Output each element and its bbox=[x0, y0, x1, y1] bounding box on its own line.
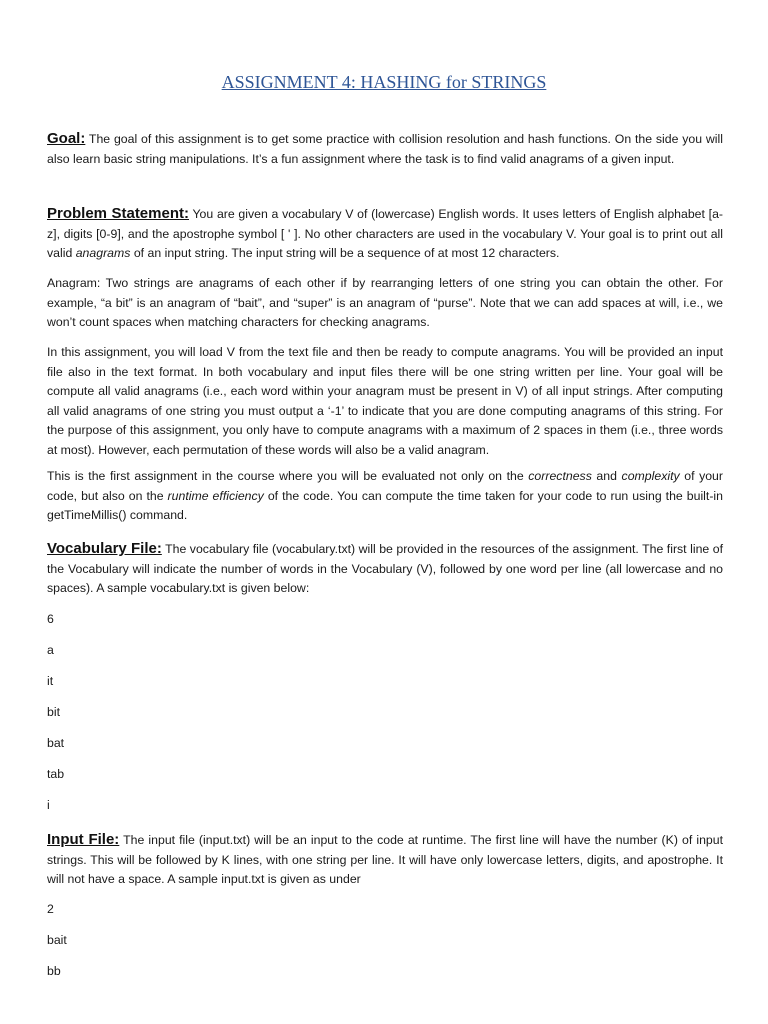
vocab-line: bit bbox=[47, 705, 60, 719]
input-text: The input file (input.txt) will be an input to the code at runtime. The first line will have the number (K) of input strings. This will be followed by K lines, with one string per line. It will have only lowercase letters, digits, and apostrophe. It will not have a space. A sample input.txt is given as under bbox=[47, 833, 724, 886]
anagram-paragraph: Anagram: Two strings are anagrams of each other if by rearranging letters of one string you can obtain the other. For example, “a bit” is an anagram of “bait”, and “super” is an anagram of “purse”. Note that we can add spaces at will, i.e., we won’t count spaces when matching characters for checking anagrams. bbox=[47, 276, 723, 329]
vocab-text: The vocabulary file (vocabulary.txt) will be provided in the resources of the assignment. The first line of the Vocabulary will indicate the number of words in the Vocabulary (V), followed by one word per line (all lowercase and no spaces). A sample vocabulary.txt is given below: bbox=[47, 542, 723, 595]
evaluation-em-correctness: correctness bbox=[528, 469, 592, 483]
evaluation-text-a: This is the first assignment in the course where you will be evaluated not only on the bbox=[47, 469, 529, 483]
evaluation-paragraph bbox=[47, 467, 723, 526]
vocab-line: i bbox=[47, 798, 50, 812]
input-line: bb bbox=[47, 964, 61, 978]
vocab-heading: Vocabulary File: bbox=[47, 540, 162, 557]
evaluation-text-c: of your code, but also on the bbox=[47, 469, 723, 503]
problem-text-b: of an input string. The input string will be a sequence of at most 12 characters. bbox=[130, 246, 560, 260]
vocab-line: it bbox=[47, 674, 54, 688]
input-paragraph bbox=[47, 830, 723, 890]
evaluation-text-d: of the code. You can compute the time taken for your code to run using the built-in getTimeMillis() command. bbox=[47, 488, 723, 522]
problem-text-em: anagrams bbox=[75, 246, 131, 260]
input-heading: Input File: bbox=[47, 831, 120, 848]
evaluation-em-runtime: runtime efficiency bbox=[167, 488, 264, 503]
page-title: ASSIGNMENT 4: HASHING for STRINGS bbox=[221, 72, 547, 92]
input-line: 2 bbox=[47, 902, 54, 916]
evaluation-em-complexity: complexity bbox=[621, 469, 680, 483]
problem-heading: Problem Statement: bbox=[47, 205, 189, 222]
vocab-line: bat bbox=[47, 736, 65, 750]
vocab-line: a bbox=[47, 643, 54, 657]
goal-heading: Goal: bbox=[47, 130, 86, 147]
vocab-line: tab bbox=[47, 767, 65, 781]
goal-paragraph bbox=[47, 129, 723, 169]
evaluation-text-b: and bbox=[591, 469, 622, 483]
vocab-paragraph bbox=[47, 539, 723, 599]
goal-text: The goal of this assignment is to get some practice with collision resolution and hash functions. On the side you will also learn basic string manipulations. It’s a fun assignment where the task is to find valid anagrams of a given input. bbox=[47, 132, 723, 166]
input-line: bait bbox=[47, 933, 67, 947]
assignment-paragraph: In this assignment, you will load V from the text file and then be ready to compute anagrams. You will be provided an input file also in the text format. In both vocabulary and input files there will be one string written per line. Your goal will be compute all valid anagrams (i.e., each word within your anagram must be present in V) of all input strings. After computing all valid anagrams of one string you must output a ‘-1’ to indicate that you are done computing anagrams of this string. For the purpose of this assignment, you only have to compute anagrams with a maximum of 2 spaces in them (i.e., three words at most). However, each permutation of these words will also be a valid anagram. bbox=[47, 345, 723, 457]
problem-text-a: You are given a vocabulary V of (lowercase) English words. It uses letters of English alphabet [a-z], digits [0-9], and the apostrophe symbol [ ' ]. No other characters are used in the vocabulary V. Your goal is to print out all valid bbox=[47, 207, 723, 260]
problem-paragraph bbox=[47, 204, 723, 264]
vocab-line: 6 bbox=[47, 612, 54, 626]
